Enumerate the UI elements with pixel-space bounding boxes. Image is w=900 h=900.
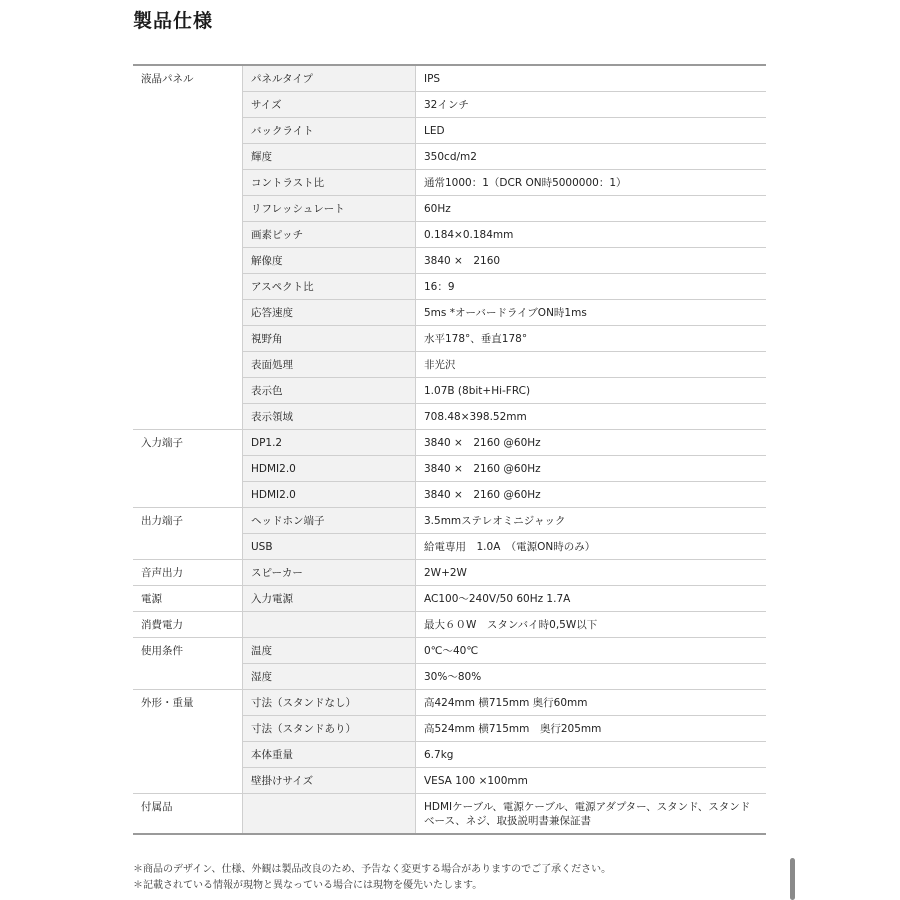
spec-label: DP1.2 [243,430,416,456]
spec-value: HDMIケーブル、電源ケーブル、電源アダプター、スタンド、スタンドベース、ネジ、取扱説明書兼保証書 [416,794,767,835]
spec-label: 寸法（スタンドあり） [243,716,416,742]
note-line: ＊商品のデザイン、仕様、外観は製品改良のため、予告なく変更する場合がありますのでご了承ください。 [133,864,612,875]
spec-value: 2W+2W [416,560,767,586]
spec-value: 通常1000：1（DCR ON時5000000：1） [416,170,767,196]
spec-value: 3.5mmステレオミニジャック [416,508,767,534]
spec-value: 最大６０W スタンバイ時0,5W以下 [416,612,767,638]
spec-value: 16：9 [416,274,767,300]
spec-value: LED [416,118,767,144]
spec-label: サイズ [243,92,416,118]
spec-label: 表示色 [243,378,416,404]
spec-category: 液晶パネル [133,65,243,430]
table-row [133,430,766,456]
spec-label: 壁掛けサイズ [243,768,416,794]
spec-label: 画素ピッチ [243,222,416,248]
spec-label: アスペクト比 [243,274,416,300]
spec-value: 給電専用 1.0A （電源ON時のみ） [416,534,767,560]
spec-label [243,794,416,835]
spec-label: 温度 [243,638,416,664]
spec-category: 電源 [133,586,243,612]
spec-label: 湿度 [243,664,416,690]
spec-value: 1.07B (8bit+Hi-FRC) [416,378,767,404]
spec-value: 3840 × 2160 @60Hz [416,482,767,508]
table-row [133,586,766,612]
spec-table [133,64,766,835]
spec-label: 表示領域 [243,404,416,430]
spec-value: 3840 × 2160 @60Hz [416,430,767,456]
spec-label: スピーカー [243,560,416,586]
spec-label: 寸法（スタンドなし） [243,690,416,716]
spec-value: 3840 × 2160 [416,248,767,274]
spec-label: パネルタイプ [243,65,416,92]
spec-value: 708.48×398.52mm [416,404,767,430]
spec-value: 高424mm 横715mm 奥行60mm [416,690,767,716]
spec-category: 出力端子 [133,508,243,560]
spec-category: 音声出力 [133,560,243,586]
spec-value: 30%～80% [416,664,767,690]
spec-label: USB [243,534,416,560]
table-row [133,794,766,835]
spec-value: IPS [416,65,767,92]
notes [133,862,611,894]
spec-category: 使用条件 [133,638,243,690]
table-row [133,508,766,534]
spec-category: 外形・重量 [133,690,243,794]
spec-label: 解像度 [243,248,416,274]
spec-value: 5ms *オーバードライブON時1ms [416,300,767,326]
spec-label: HDMI2.0 [243,482,416,508]
spec-value: 0.184×0.184mm [416,222,767,248]
spec-label: HDMI2.0 [243,456,416,482]
table-row [133,638,766,664]
spec-label: 輝度 [243,144,416,170]
spec-label: 入力電源 [243,586,416,612]
spec-label: バックライト [243,118,416,144]
spec-value: 6.7kg [416,742,767,768]
spec-category: 付属品 [133,794,243,835]
spec-label: リフレッシュレート [243,196,416,222]
table-row [133,560,766,586]
spec-value: AC100～240V/50 60Hz 1.7A [416,586,767,612]
scrollbar-thumb[interactable] [790,858,795,900]
spec-category: 消費電力 [133,612,243,638]
spec-label: ヘッドホン端子 [243,508,416,534]
spec-label: 視野角 [243,326,416,352]
spec-value: 60Hz [416,196,767,222]
table-row [133,612,766,638]
table-row [133,690,766,716]
spec-label: 本体重量 [243,742,416,768]
spec-value: 32インチ [416,92,767,118]
spec-value: 非光沢 [416,352,767,378]
table-row [133,65,766,92]
note-line: ＊記載されている情報が現物と異なっている場合には現物を優先いたします。 [133,880,483,891]
spec-value: 350cd/m2 [416,144,767,170]
spec-label: 応答速度 [243,300,416,326]
spec-category: 入力端子 [133,430,243,508]
spec-value: 0℃～40℃ [416,638,767,664]
spec-value: VESA 100 ×100mm [416,768,767,794]
spec-label: 表面処理 [243,352,416,378]
spec-label: コントラスト比 [243,170,416,196]
spec-value: 高524mm 横715mm 奥行205mm [416,716,767,742]
spec-value: 水平178°、垂直178° [416,326,767,352]
page-title: 製品仕様 [133,10,214,32]
spec-value: 3840 × 2160 @60Hz [416,456,767,482]
spec-label [243,612,416,638]
